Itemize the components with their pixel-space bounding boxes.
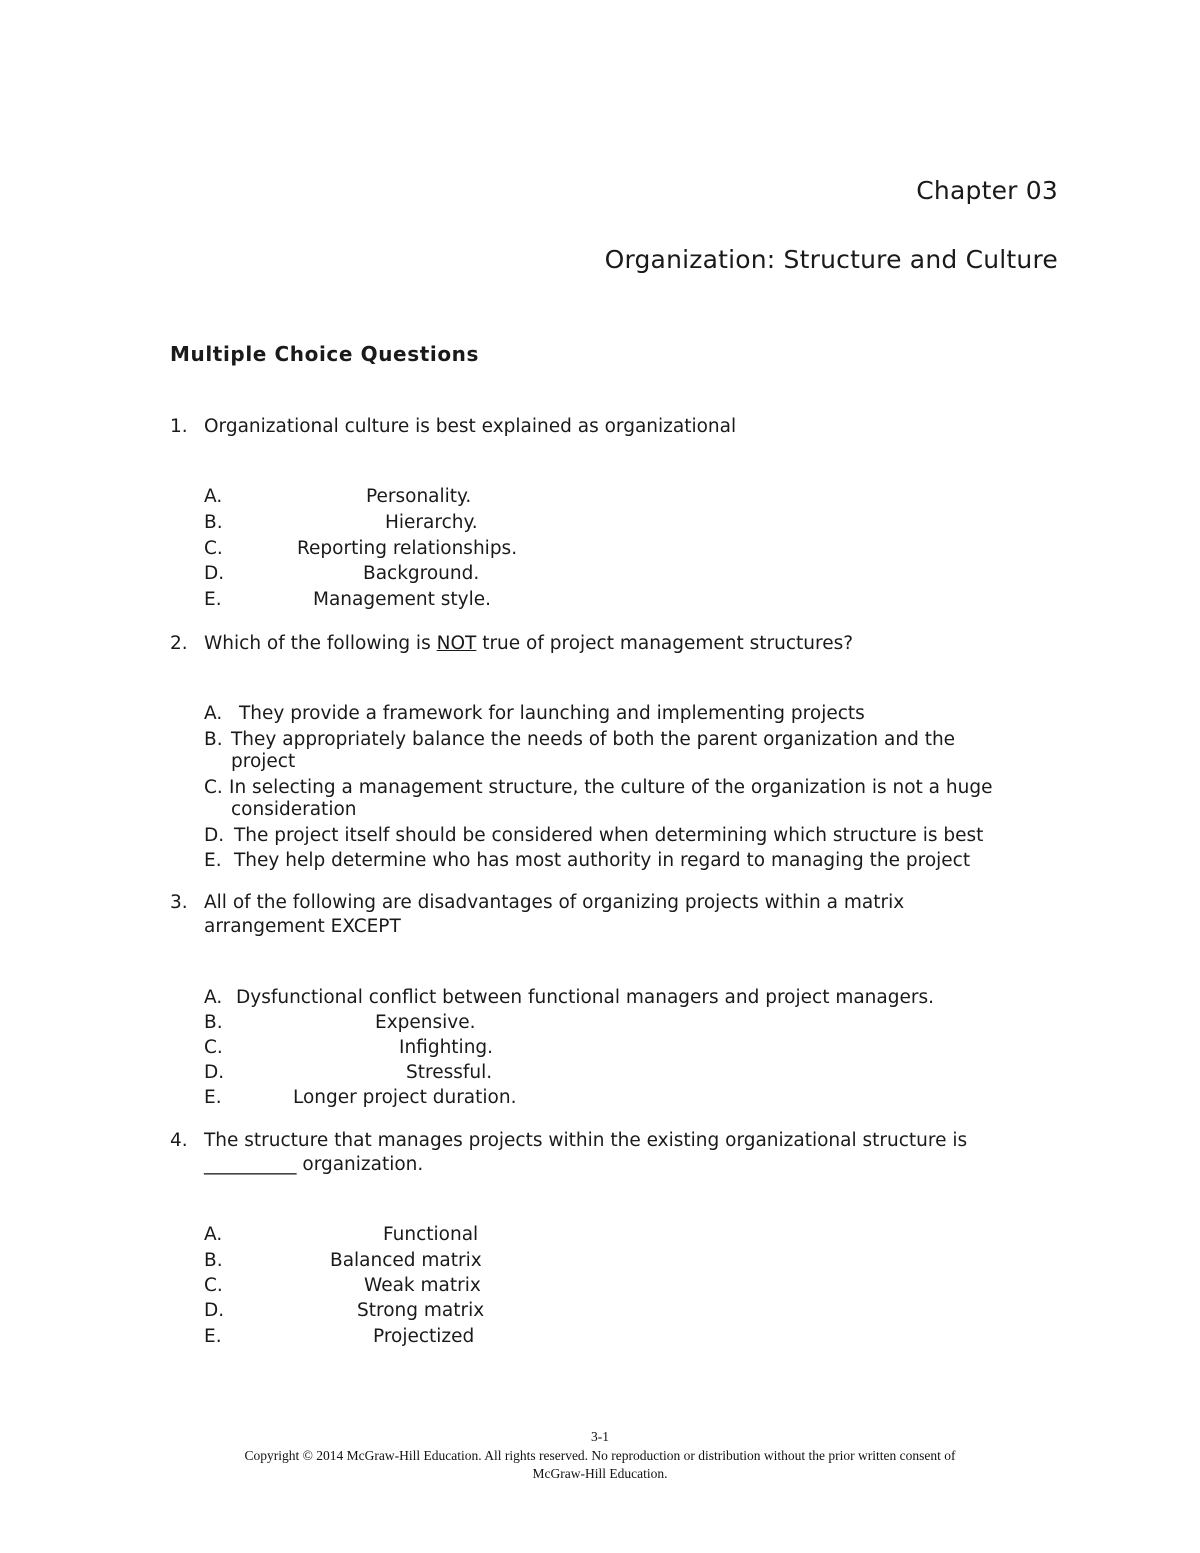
question-number: 1.	[170, 416, 188, 437]
option-letter: B.	[204, 729, 223, 750]
option-letter: C.	[204, 1275, 223, 1296]
option-letter: E.	[204, 850, 222, 871]
option-text: They provide a framework for launching and implementing projects	[239, 703, 865, 724]
chapter-number: Chapter 03	[916, 176, 1058, 205]
option-text: Weak matrix	[364, 1275, 481, 1296]
copyright-line: Copyright © 2014 McGraw-Hill Education. All rights reserved. No reproduction or distribution without the prior written consent of	[244, 1448, 956, 1463]
option-text: Projectized	[373, 1326, 475, 1347]
option-text: They help determine who has most authority in regard to managing the project	[234, 850, 971, 871]
option-letter: C.	[204, 1037, 223, 1058]
option-letter: B.	[204, 512, 223, 533]
option-letter: C.	[204, 538, 223, 559]
option-text: Infighting.	[399, 1037, 494, 1058]
option-text-continued: project	[231, 751, 296, 772]
option-text: Strong matrix	[357, 1300, 485, 1321]
option-text: Background.	[363, 563, 480, 584]
question-number: 4.	[170, 1130, 188, 1151]
option-letter: A.	[204, 1224, 223, 1245]
option-letter: C.	[204, 777, 223, 798]
option-text: Functional	[383, 1224, 479, 1245]
option-letter: B.	[204, 1250, 223, 1271]
option-letter: D.	[204, 1300, 225, 1321]
option-letter: D.	[204, 1062, 225, 1083]
option-letter: A.	[204, 703, 223, 724]
question-text-continued: __________ organization.	[204, 1154, 424, 1175]
question-text: All of the following are disadvantages of organizing projects within a matrix	[204, 892, 905, 913]
option-text: Stressful.	[406, 1062, 493, 1083]
question-text: The structure that manages projects within the existing organizational structure is	[204, 1130, 968, 1151]
option-letter: D.	[204, 825, 225, 846]
option-letter: E.	[204, 589, 222, 610]
chapter-title: Organization: Structure and Culture	[604, 245, 1058, 274]
emphasis-not: NOT	[436, 633, 477, 654]
option-text: Reporting relationships.	[297, 538, 518, 559]
page-number: 3-1	[591, 1429, 609, 1444]
option-letter: B.	[204, 1012, 223, 1033]
option-letter: A.	[204, 987, 223, 1008]
option-letter: E.	[204, 1087, 222, 1108]
option-text: Dysfunctional conflict between functional managers and project managers.	[236, 987, 934, 1008]
question-text-start: Which of the following is	[204, 633, 437, 654]
section-heading: Multiple Choice Questions	[170, 342, 480, 366]
option-letter: D.	[204, 563, 225, 584]
option-text: Expensive.	[375, 1012, 476, 1033]
option-text: Management style.	[313, 589, 491, 610]
option-text: They appropriately balance the needs of both the parent organization and the	[231, 729, 956, 750]
option-text: The project itself should be considered when determining which structure is best	[234, 825, 984, 846]
question-text-end: true of project management structures?	[476, 633, 854, 654]
copyright-line-continued: McGraw-Hill Education.	[532, 1466, 668, 1481]
question-text-continued: arrangement EXCEPT	[204, 916, 401, 937]
question-text: Organizational culture is best explained as organizational	[204, 416, 737, 437]
option-letter: A.	[204, 486, 223, 507]
option-text: Balanced matrix	[330, 1250, 482, 1271]
option-text: In selecting a management structure, the culture of the organization is not a huge	[229, 777, 993, 798]
question-number: 3.	[170, 892, 188, 913]
question-number: 2.	[170, 633, 188, 654]
option-text: Hierarchy.	[385, 512, 478, 533]
option-text: Longer project duration.	[293, 1087, 517, 1108]
option-letter: E.	[204, 1326, 222, 1347]
question-text	[204, 633, 853, 654]
option-text: Personality.	[366, 486, 472, 507]
option-text-continued: consideration	[231, 799, 357, 820]
